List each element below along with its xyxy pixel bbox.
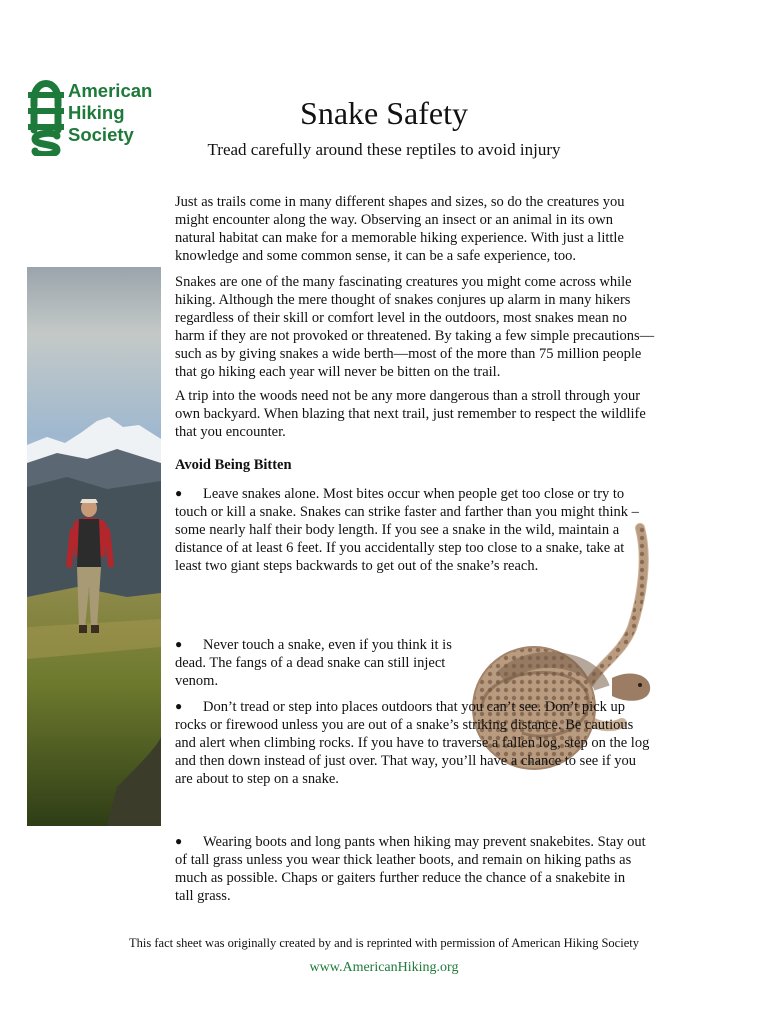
bullet-text-4: Wearing boots and long pants when hiking may prevent snakebites. Stay out of tall grass unless you wear thick leather boots, and remain on hiking paths as much as possible. Chaps or gaiters further reduce the chance of a snakebite in tall grass. xyxy=(175,834,646,904)
bullet-text-2: Never touch a snake, even if you think it is dead. The fangs of a dead snake can still inject venom. xyxy=(175,637,452,689)
page-title: Snake Safety xyxy=(300,95,468,131)
bullet-item-2 xyxy=(175,635,455,690)
bullet-marker: ● xyxy=(175,834,183,848)
footer-website-link[interactable]: www.AmericanHiking.org xyxy=(309,960,459,975)
bullet-marker: ● xyxy=(175,486,183,500)
intro-paragraph-1: Just as trails come in many different shapes and sizes, so do the creatures you might encounter along the way. Observing an insect or an animal in its own natural habitat can make for a memorable hiking experience. With just a little knowledge and some common sense, it can be a safe experience, too. xyxy=(175,194,625,264)
bullet-text-3: Don’t tread or step into places outdoors that you can’t see. Don’t pick up rocks or firewood unless you are out of a snake’s striking distance. Be cautious and alert when climbing rocks. If you have to traverse a fallen log, step on the log and then down instead of just over. That way, you’ll have a chance to see if you are about to step on a snake. xyxy=(175,699,650,787)
intro-paragraph-3: A trip into the woods need not be any more dangerous than a stroll through your own backyard. When blazing that next trail, just remember to respect the wildlife that you encounter. xyxy=(175,388,646,440)
intro-paragraph-2: Snakes are one of the many fascinating creatures you might come across while hiking. Although the mere thought of snakes conjures up alarm in many hikers regardless of their skill or comfort level in the outdoors, most snakes mean no harm if they are not provoked or threatened. By taking a few simple precautions—such as by giving snakes a wide berth—most of the more than 75 million people that go hiking each year will never be bitten on the trail. xyxy=(175,274,655,380)
bullet-marker: ● xyxy=(175,699,183,713)
bullet-item-4 xyxy=(175,832,647,905)
bullet-item-1 xyxy=(175,484,645,575)
bullet-text-1: Leave snakes alone. Most bites occur when people get too close or try to touch or kill a snake. Snakes can strike faster and farther than you might think – some nearly half their body length. If you see a snake in the wild, maintain a distance of at least 6 feet. If you accidentally step too close to a snake, take at least two giant steps backwards to get out of the snake’s reach. xyxy=(175,486,639,574)
footer-credit: This fact sheet was originally created by and is reprinted with permission of American Hiking Society xyxy=(129,936,639,950)
logo-wordmark: American Hiking Society xyxy=(68,80,153,145)
hiker-photo xyxy=(27,267,161,826)
section-heading: Avoid Being Bitten xyxy=(175,457,292,473)
page-subtitle: Tread carefully around these reptiles to avoid injury xyxy=(207,140,561,159)
bullet-item-3 xyxy=(175,697,655,788)
bullet-marker: ● xyxy=(175,637,183,651)
